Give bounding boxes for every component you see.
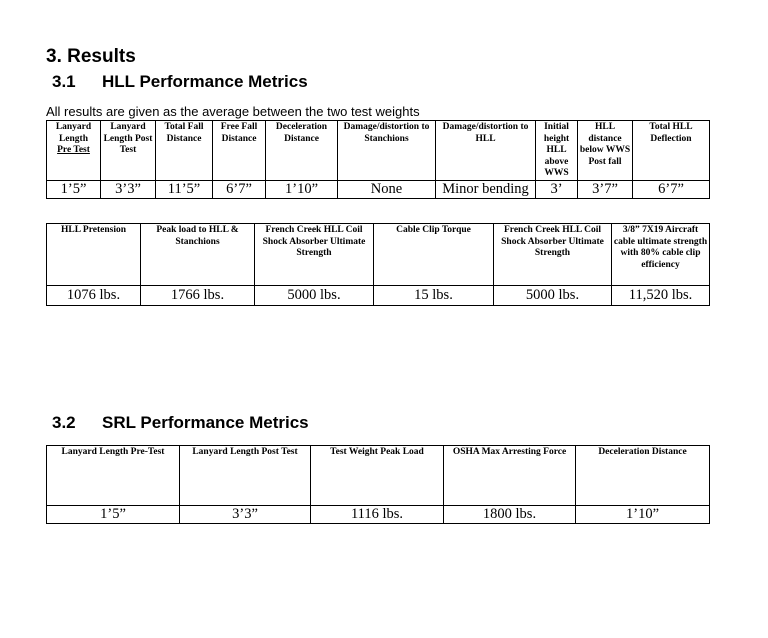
table-cell: 11,520 lbs. xyxy=(612,286,710,306)
header-lanyard-length-post-test: Lanyard Length Post Test xyxy=(180,446,311,506)
table-cell: 1’5” xyxy=(47,180,101,198)
results-note: All results are given as the average between the two test weights xyxy=(46,104,420,119)
table-cell: 3’3” xyxy=(180,506,311,524)
table-cell: 1076 lbs. xyxy=(47,286,141,306)
section-number: 3.1 xyxy=(52,72,76,91)
table-cell: 1116 lbs. xyxy=(311,506,444,524)
section-3-2-heading xyxy=(52,413,309,433)
header-free-fall-distance: Free Fall Distance xyxy=(213,121,266,181)
table-header-row xyxy=(47,446,710,506)
header-aircraft-cable-strength: 3/8” 7X19 Aircraft cable ultimate strength with 80% cable clip efficiency xyxy=(612,224,710,286)
table-row xyxy=(47,180,710,198)
table-cell: 6’7” xyxy=(213,180,266,198)
header-peak-load: Peak load to HLL & Stanchions xyxy=(141,224,255,286)
header-hll-distance-below: HLL distance below WWS Post fall xyxy=(578,121,633,181)
header-damage-stanchions: Damage/distortion to Stanchions xyxy=(338,121,436,181)
header-damage-hll: Damage/distortion to HLL xyxy=(436,121,536,181)
header-deceleration-distance: Deceleration Distance xyxy=(576,446,710,506)
table-row xyxy=(47,286,710,306)
section-number: 3.2 xyxy=(52,413,76,432)
header-total-fall-distance: Total Fall Distance xyxy=(156,121,213,181)
srl-metrics-table xyxy=(46,445,710,524)
header-cable-clip-torque: Cable Clip Torque xyxy=(374,224,494,286)
table-cell: 15 lbs. xyxy=(374,286,494,306)
header-shock-absorber-strength: French Creek HLL Coil Shock Absorber Ultimate Strength xyxy=(255,224,374,286)
table-cell: 1800 lbs. xyxy=(444,506,576,524)
table-cell: 6’7” xyxy=(633,180,710,198)
results-heading: 3. Results xyxy=(46,46,136,67)
table-header-row xyxy=(47,121,710,181)
table-cell: 5000 lbs. xyxy=(255,286,374,306)
header-lanyard-length-post-test: Lanyard Length Post Test xyxy=(101,121,156,181)
table-cell: 5000 lbs. xyxy=(494,286,612,306)
table-cell: 11’5” xyxy=(156,180,213,198)
table-cell: 1766 lbs. xyxy=(141,286,255,306)
section-title: SRL Performance Metrics xyxy=(102,413,309,432)
table-cell: 1’10” xyxy=(266,180,338,198)
table-row xyxy=(47,506,710,524)
hll-metrics-table xyxy=(46,120,710,199)
table-cell: Minor bending xyxy=(436,180,536,198)
table-cell: 1’10” xyxy=(576,506,710,524)
header-test-weight-peak-load: Test Weight Peak Load xyxy=(311,446,444,506)
section-3-1-heading xyxy=(52,72,308,92)
table-header-row xyxy=(47,224,710,286)
header-hll-pretension: HLL Pretension xyxy=(47,224,141,286)
header-total-deflection: Total HLL Deflection xyxy=(633,121,710,181)
header-lanyard-length-pre-test: Lanyard Length Pre Test xyxy=(47,121,101,181)
header-shock-absorber-strength-2: French Creek HLL Coil Shock Absorber Ultimate Strength xyxy=(494,224,612,286)
table-cell: 3’3” xyxy=(101,180,156,198)
header-initial-height: Initial height HLL above WWS xyxy=(536,121,578,181)
header-deceleration-distance: Deceleration Distance xyxy=(266,121,338,181)
section-title: HLL Performance Metrics xyxy=(102,72,308,91)
hll-strength-table xyxy=(46,223,710,306)
header-osha-max-arresting-force: OSHA Max Arresting Force xyxy=(444,446,576,506)
table-cell: None xyxy=(338,180,436,198)
table-cell: 3’7” xyxy=(578,180,633,198)
table-cell: 1’5” xyxy=(47,506,180,524)
table-cell: 3’ xyxy=(536,180,578,198)
header-lanyard-length-pre-test: Lanyard Length Pre-Test xyxy=(47,446,180,506)
